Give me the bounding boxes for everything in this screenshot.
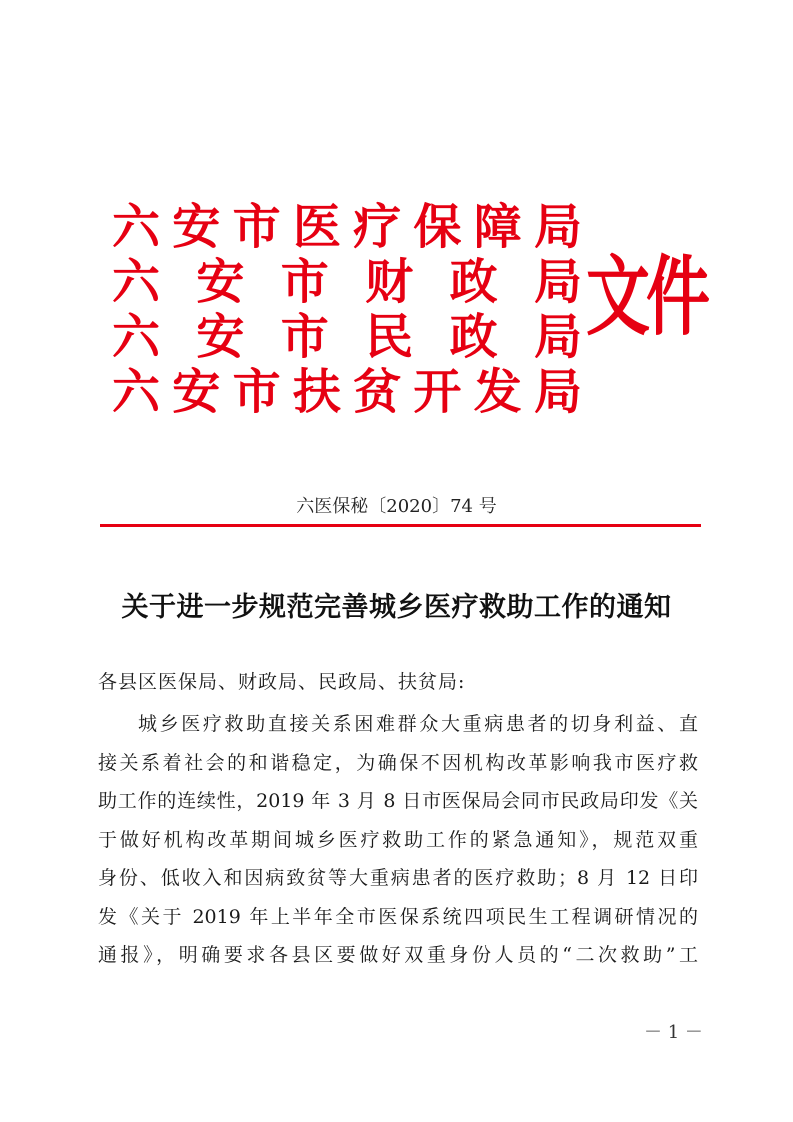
issuer-char: 障 xyxy=(473,199,522,255)
body-line: 接关系着社会的和谐稳定，为确保不因机构改革影响我市医疗救 xyxy=(98,751,698,774)
red-divider xyxy=(100,524,701,527)
issuer-char: 局 xyxy=(533,309,582,365)
issuer-poverty-alleviation-bureau xyxy=(112,365,582,420)
document-suffix: 文件 xyxy=(586,246,706,348)
issuer-char: 财 xyxy=(365,254,414,310)
recipients-line: 各县区医保局、财政局、民政局、扶贫局: xyxy=(98,671,466,693)
body-line: 于做好机构改革期间城乡医疗救助工作的紧急通知》，规范双重 xyxy=(98,828,698,851)
issuer-char: 六 xyxy=(112,254,161,310)
issuer-char: 局 xyxy=(533,364,582,420)
issuer-char: 安 xyxy=(196,309,245,365)
body-line: 发《关于 2019 年上半年全市医保系统四项民生工程调研情况的 xyxy=(98,905,698,928)
issuer-finance-bureau xyxy=(112,255,582,310)
issuer-char: 保 xyxy=(413,199,462,255)
issuer-char: 政 xyxy=(449,254,498,310)
page-number: － 1 － xyxy=(644,1022,703,1043)
issuer-char: 疗 xyxy=(353,199,402,255)
issuer-char: 民 xyxy=(365,309,414,365)
issuer-char: 医 xyxy=(292,199,341,255)
issuer-char: 六 xyxy=(112,309,161,365)
body-line: 身份、低收入和因病致贫等大重病患者的医疗救助；8 月 12 日印 xyxy=(98,867,698,889)
issuer-char: 安 xyxy=(172,199,221,255)
issuer-char: 市 xyxy=(280,309,329,365)
issuer-civil-affairs-bureau xyxy=(112,310,582,365)
document-title: 关于进一步规范完善城乡医疗救助工作的通知 xyxy=(121,592,672,623)
issuer-char: 安 xyxy=(172,364,221,420)
document-number: 六医保秘〔2020〕74 号 xyxy=(296,496,497,517)
issuer-char: 市 xyxy=(232,199,281,255)
issuer-char: 六 xyxy=(112,199,161,255)
issuer-char: 扶 xyxy=(292,364,341,420)
issuer-char: 发 xyxy=(473,364,522,420)
body-line: 助工作的连续性，2019 年 3 月 8 日市医保局会同市民政局印发《关 xyxy=(98,790,698,812)
issuer-char: 市 xyxy=(232,364,281,420)
issuer-char: 市 xyxy=(280,254,329,310)
issuer-char: 贫 xyxy=(353,364,402,420)
issuer-char: 安 xyxy=(196,254,245,310)
body-line: 城乡医疗救助直接关系困难群众大重病患者的切身利益、直 xyxy=(138,713,698,735)
issuer-char: 局 xyxy=(533,199,582,255)
issuer-medical-security-bureau xyxy=(112,200,582,255)
issuer-header xyxy=(112,196,712,420)
issuer-char: 开 xyxy=(413,364,462,420)
issuer-char: 政 xyxy=(449,309,498,365)
body-paragraph xyxy=(98,705,698,975)
issuer-char: 局 xyxy=(533,254,582,310)
body-line: 通报》，明确要求各县区要做好双重身份人员的“二次救助”工 xyxy=(98,944,698,966)
issuer-char: 六 xyxy=(112,364,161,420)
